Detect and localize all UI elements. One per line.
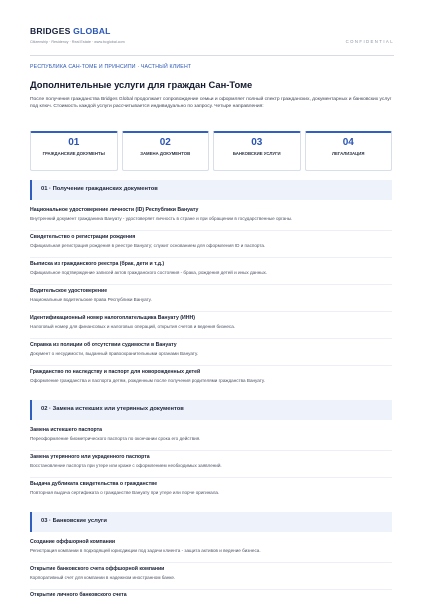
page-title: Дополнительные услуги для граждан Сан-Томе: [30, 79, 253, 90]
item-divider: [30, 562, 392, 563]
item-description: Документ о несудимости, выданный правоохранительными органами Вануату.: [30, 351, 199, 356]
section-title: 02 · Замена истекших или утерянных документов: [41, 406, 184, 412]
item-title: Справка из полиции об отсутствии судимости в Вануату: [30, 342, 177, 348]
intro-paragraph: После получения гражданства Bridges Global продолжает сопровождение семьи и оформляет полный спектр гражданских, документарных и банковских услуг под ключ. Стоимость каждой услуги рассчитывается индивидуально по запросу. Четыре направления:: [30, 97, 392, 110]
item-title: Выдача дубликата свидетельства о гражданстве: [30, 481, 158, 487]
list-item: [30, 207, 392, 222]
item-description: Официальное подтверждение записей актов гражданского состояния - брака, рождения детей и иных данных.: [30, 270, 268, 275]
item-divider: [30, 450, 392, 451]
item-title: Идентификационный номер налогоплательщика Вануату (ИНН): [30, 315, 195, 321]
brand-accent: GLOBAL: [73, 26, 111, 36]
header-divider: [30, 55, 394, 56]
item-description: Регистрация компании в подходящей юрисдикции под задачи клиента - защита активов и ведение бизнеса.: [30, 548, 261, 553]
list-item: [30, 539, 392, 554]
item-description: Переоформление биометрического паспорта по окончании срока его действия.: [30, 436, 201, 441]
card-number: 03: [251, 137, 263, 148]
item-description: Официальная регистрация рождения в реестре Вануату; служит основанием для оформления ID и паспорта.: [30, 243, 266, 248]
card-number: 02: [159, 137, 171, 148]
document-header: [30, 26, 394, 52]
item-title: Замена истекшего паспорта: [30, 427, 103, 433]
confidential-label: CONFIDENTIAL: [345, 39, 394, 44]
item-title: Национальное удостоверение личности (ID) Республики Вануату: [30, 207, 199, 213]
item-title: Открытие банковского счета оффшорной компании: [30, 566, 165, 572]
item-divider: [30, 589, 392, 590]
card-label: ЗАМЕНА ДОКУМЕНТОВ: [140, 151, 191, 156]
item-divider: [30, 257, 392, 258]
section-header: [30, 180, 392, 200]
item-description: Национальные водительские права Республики Вануату.: [30, 297, 152, 302]
list-item: [30, 592, 392, 599]
item-title: Создание оффшорной компании: [30, 539, 116, 545]
item-title: Водительское удостоверение: [30, 288, 108, 294]
item-divider: [30, 365, 392, 366]
section-header: [30, 400, 392, 420]
list-item: [30, 315, 392, 330]
list-item: [30, 454, 392, 469]
section-title: 01 · Получение гражданских документов: [41, 186, 158, 192]
item-title: Свидетельство о регистрации рождения: [30, 234, 136, 240]
item-description: Повторная выдача сертификата о гражданстве Вануату при утере или порче оригинала.: [30, 490, 220, 495]
list-item: [30, 566, 392, 581]
brand-name: BRIDGES: [30, 26, 71, 36]
item-divider: [30, 338, 392, 339]
item-description: Восстановление паспорта при утере или краже с оформлением необходимых заявлений.: [30, 463, 222, 468]
list-item: [30, 369, 392, 384]
section-header: [30, 512, 392, 532]
service-card: [213, 131, 301, 171]
item-divider: [30, 477, 392, 478]
item-divider: [30, 284, 392, 285]
list-item: [30, 481, 392, 496]
service-card: [30, 131, 118, 171]
card-label: ЛЕГАЛИЗАЦИЯ: [332, 151, 365, 156]
item-description: Налоговый номер для финансовых и налоговых операций, открытия счетов и ведения бизнеса.: [30, 324, 236, 329]
item-title: Открытие личного банковского счета: [30, 592, 127, 598]
item-title: Выписка из гражданского реестра (брак, дети и т.д.): [30, 261, 165, 267]
item-title: Замена утерянного или украденного паспорта: [30, 454, 150, 460]
brand-logo: [30, 26, 394, 36]
item-description: Внутренний документ гражданина Вануату - удостоверяет личность в стране и при обращении в государственные органы.: [30, 216, 293, 221]
item-divider: [30, 230, 392, 231]
service-cards: [30, 131, 392, 171]
card-label: ГРАЖДАНСКИЕ ДОКУМЕНТЫ: [42, 151, 105, 156]
list-item: [30, 342, 392, 357]
breadcrumb: РЕСПУБЛИКА САН-ТОМЕ И ПРИНСИПИ · ЧАСТНЫЙ КЛИЕНТ: [30, 64, 192, 70]
item-divider: [30, 311, 392, 312]
item-description: Корпоративный счет для компании в надежном иностранном банке.: [30, 575, 176, 580]
service-card: [122, 131, 210, 171]
list-item: [30, 427, 392, 442]
service-card: [305, 131, 393, 171]
section-title: 03 · Банковские услуги: [41, 518, 107, 524]
card-number: 01: [68, 137, 80, 148]
item-description: Оформление гражданства и паспорта детям, рожденным после получения родителями гражданства Вануату.: [30, 378, 265, 383]
list-item: [30, 288, 392, 303]
card-label: БАНКОВСКИЕ УСЛУГИ: [232, 151, 281, 156]
item-title: Гражданство по наследству и паспорт для новорожденных детей: [30, 369, 201, 375]
brand-tagline: Citizenship · Residency · Real Estate · www.bcglobal.com: [30, 40, 125, 44]
list-item: [30, 261, 392, 276]
list-item: [30, 234, 392, 249]
card-number: 04: [342, 137, 354, 148]
